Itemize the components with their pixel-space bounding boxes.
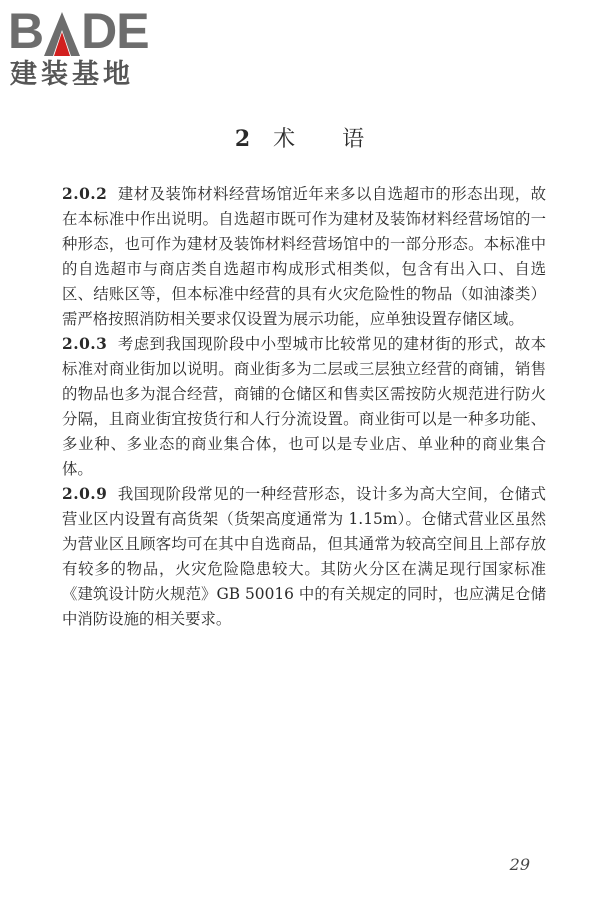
logo-letter-a-mark bbox=[44, 12, 80, 56]
clause-number: 2.0.2 bbox=[62, 185, 108, 203]
chapter-title-char-2: 语 bbox=[342, 127, 366, 152]
clause-number: 2.0.3 bbox=[62, 335, 108, 353]
logo-letters-de: DE bbox=[81, 3, 149, 59]
clause-text: 考虑到我国现阶段中小型城市比较常见的建材街的形式，故本标准对商业街加以说明。商业街多为二层或三层独立经营的商铺，销售的物品也多为混合经营，商铺的仓储区和售卖区需按防火规范进行防火分隔，且商业街宜按货行和人行分流设置。商业街可以是一种多功能、多业种、多业态的商业集合体，也可以是专业店、单业种的商业集合体。 bbox=[62, 335, 546, 478]
logo-subtitle: 建装基地 bbox=[10, 59, 134, 90]
clause-number: 2.0.9 bbox=[62, 485, 108, 503]
clause-text: 我国现阶段常见的一种经营形态，设计多为高大空间，仓储式营业区内设置有高货架（货架高度通常为 1.15m）。仓储式营业区虽然为营业区且顾客均可在其中自选商品，但其通常为较高空间且上部存放有较多的物品，火灾危险隐患较大。其防火分区在满足现行国家标准《建筑设计防火规范》GB 50016 中的有关规定的同时，也应满足仓储中消防设施的相关要求。 bbox=[62, 485, 546, 628]
logo-wordmark bbox=[8, 3, 149, 59]
chapter-body bbox=[62, 182, 546, 632]
clause-2-0-2 bbox=[62, 182, 546, 332]
clause-2-0-3 bbox=[62, 332, 546, 482]
chapter-title bbox=[0, 122, 600, 153]
page-number: 29 bbox=[509, 855, 530, 874]
clause-2-0-9 bbox=[62, 482, 546, 632]
chapter-number: 2 bbox=[234, 126, 252, 152]
clause-text: 建材及装饰材料经营场馆近年来多以自选超市的形态出现，故在本标准中作出说明。自选超市既可作为建材及装饰材料经营场馆的一种形态，也可作为建材及装饰材料经营场馆中的一部分形态。本标准中的自选超市与商店类自选超市构成形式相类似，包含有出入口、自选区、结账区等，但本标准中经营的具有火灾危险性的物品（如油漆类）需严格按照消防相关要求仅设置为展示功能，应单独设置存储区域。 bbox=[62, 185, 546, 328]
brand-logo bbox=[8, 3, 178, 92]
chapter-title-char-1: 术 bbox=[273, 127, 297, 152]
logo-letter-b: B bbox=[8, 3, 44, 59]
